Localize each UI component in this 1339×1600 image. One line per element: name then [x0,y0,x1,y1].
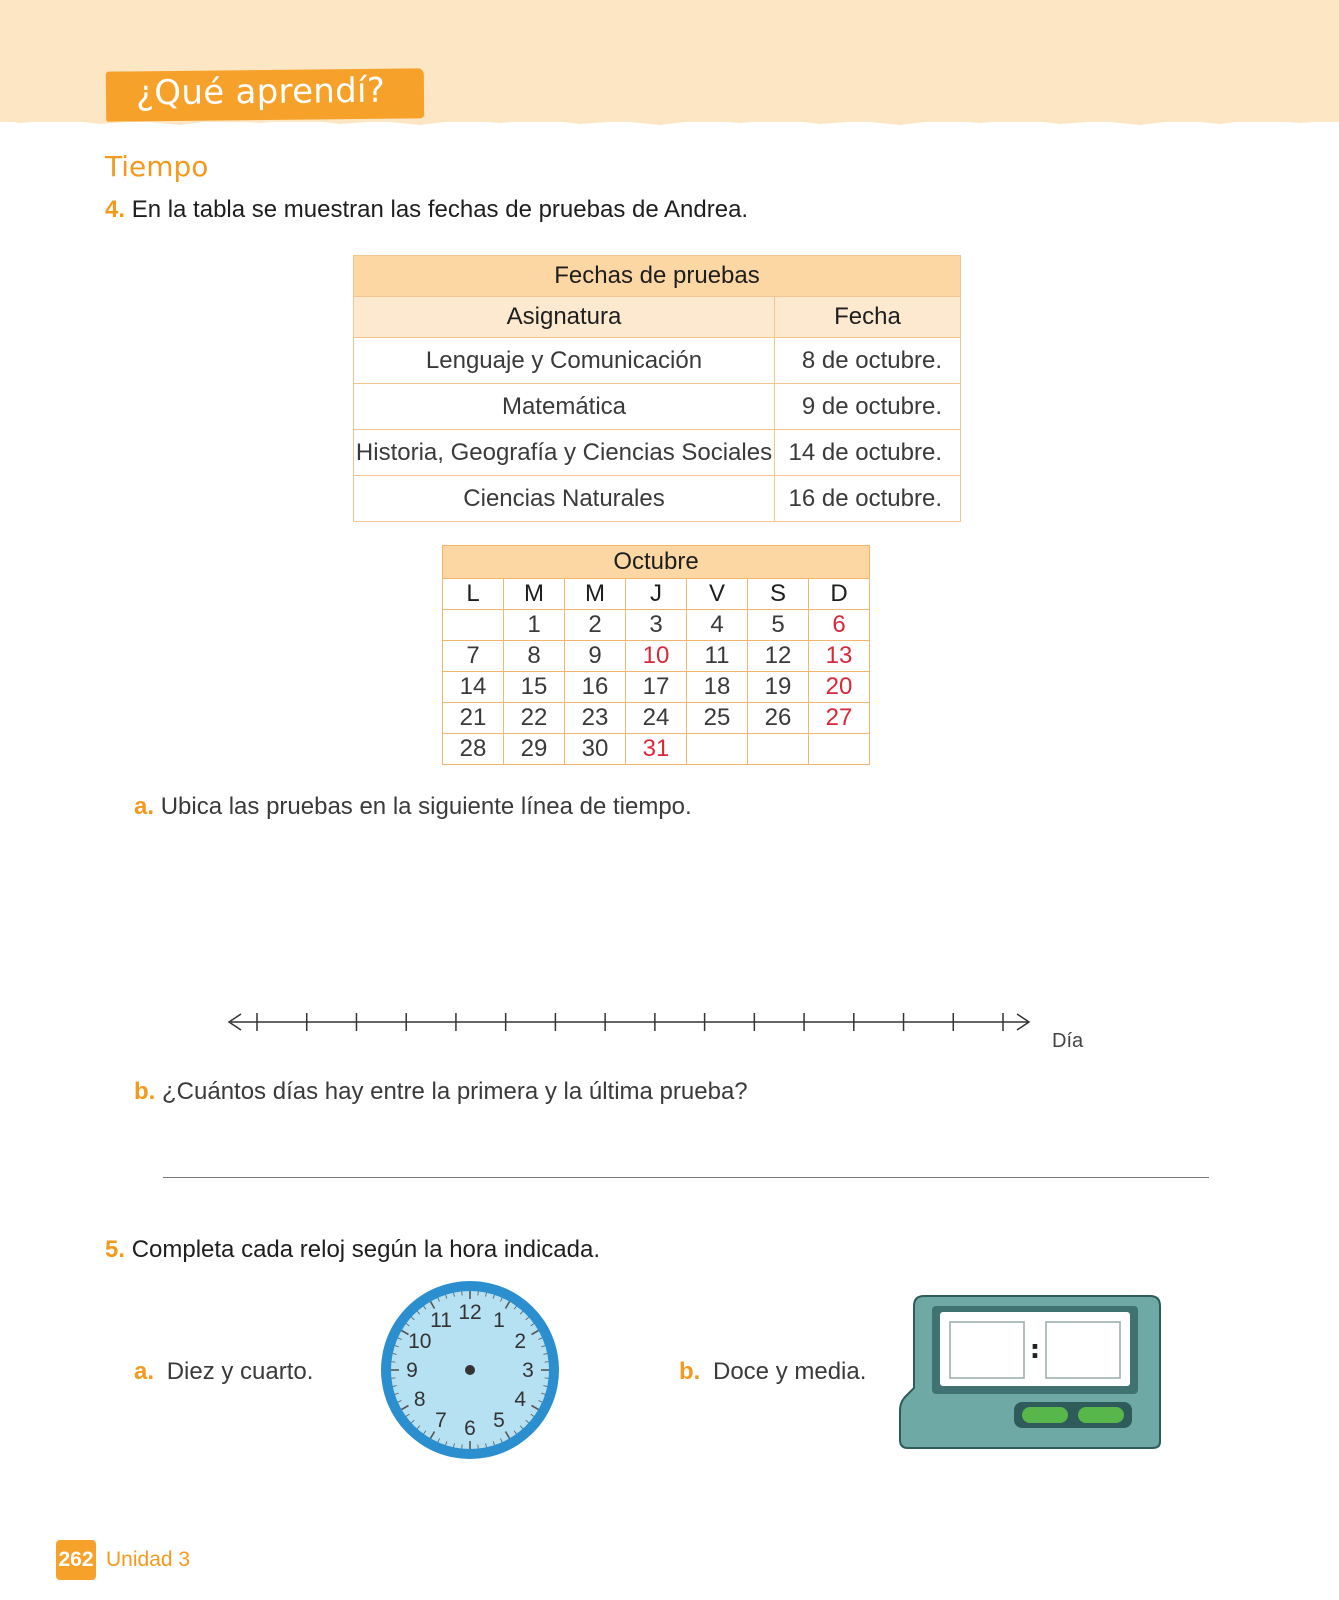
question-5 [105,1236,600,1264]
clock-number: 2 [514,1330,527,1353]
calendar-day: 27 [809,703,870,734]
table-row [354,476,961,522]
unit-label: Unidad 3 [106,1548,191,1571]
timeline[interactable] [225,1010,1035,1034]
clock-number: 12 [458,1301,482,1324]
sub-letter: b. [679,1358,701,1385]
calendar-day: 12 [748,641,809,672]
question-5b [679,1358,866,1386]
clock-number: 5 [493,1409,505,1433]
calendar-day [809,734,870,765]
minutes-box[interactable] [1046,1322,1120,1378]
calendar-day: 10 [626,641,687,672]
time-separator: : [1029,1335,1041,1365]
calendar-week [443,703,870,734]
weekday-header: M [565,579,626,610]
answer-line[interactable] [163,1177,1209,1178]
date-cell: 8 de octubre. [775,338,961,384]
question-number: 5. [105,1236,126,1263]
calendar-day: 8 [504,641,565,672]
calendar-day: 29 [504,734,565,765]
date-cell: 16 de octubre. [775,476,961,522]
calendar-day: 11 [687,641,748,672]
subject-cell: Matemática [354,384,775,430]
subject-cell: Historia, Geografía y Ciencias Sociales [354,430,775,476]
hours-box[interactable] [950,1322,1024,1378]
sub-text: Ubica las pruebas en la siguiente línea de tiempo. [160,793,692,820]
calendar-day: 16 [565,672,626,703]
calendar-day: 30 [565,734,626,765]
calendar-week [443,610,870,641]
calendar-day: 3 [626,610,687,641]
table-row [354,338,961,384]
sub-letter: a. [134,1358,155,1385]
sub-text: Diez y cuarto. [166,1358,314,1385]
sub-letter: b. [134,1078,156,1105]
calendar-day: 14 [443,672,504,703]
question-4a [134,793,692,821]
clock-number: 8 [413,1388,426,1411]
calendar-day: 2 [565,610,626,641]
weekday-header: S [748,579,809,610]
sub-letter: a. [134,793,155,820]
calendar-day: 5 [748,610,809,641]
sub-text: ¿Cuántos días hay entre la primera y la última prueba? [162,1078,748,1105]
table-caption: Fechas de pruebas [354,256,961,297]
page-title: ¿Qué aprendí? [135,70,386,114]
page-number: 262 [56,1540,96,1580]
calendar-day: 26 [748,703,809,734]
calendar-day [748,734,809,765]
weekday-header: D [809,579,870,610]
calendar-week [443,641,870,672]
table-row [354,384,961,430]
calendar-week [443,734,870,765]
date-cell: 9 de octubre. [775,384,961,430]
sub-text: Doce y media. [713,1358,867,1385]
question-5a [134,1358,313,1386]
page-title-tag [106,68,425,121]
calendar-day: 18 [687,672,748,703]
calendar-day: 31 [626,734,687,765]
question-text: Completa cada reloj según la hora indicada. [131,1236,600,1263]
question-number: 4. [105,196,126,223]
calendar-day: 1 [504,610,565,641]
calendar-week [443,672,870,703]
calendar-day: 13 [809,641,870,672]
weekday-header: J [626,579,687,610]
calendar-day: 21 [443,703,504,734]
calendar-day: 25 [687,703,748,734]
calendar-day: 6 [809,610,870,641]
weekday-header: V [687,579,748,610]
calendar-day: 17 [626,672,687,703]
left-button[interactable] [1022,1407,1068,1423]
question-4 [105,196,748,224]
clock-number: 1 [493,1308,505,1332]
clock-number: 7 [435,1409,447,1433]
clock-number: 11 [430,1308,452,1332]
weekday-header: M [504,579,565,610]
date-cell: 14 de octubre. [775,430,961,476]
question-4b [134,1078,748,1106]
clock-number: 9 [406,1359,418,1382]
calendar-day: 7 [443,641,504,672]
column-header-subject: Asignatura [354,297,775,338]
digital-clock [898,1292,1168,1450]
clock-number: 6 [464,1417,476,1440]
calendar-day [443,610,504,641]
october-calendar [442,545,870,765]
subject-cell: Ciencias Naturales [354,476,775,522]
right-button[interactable] [1078,1407,1124,1423]
calendar-day [687,734,748,765]
timeline-axis-label: Día [1052,1030,1084,1052]
question-text: En la tabla se muestran las fechas de pruebas de Andrea. [131,196,749,223]
calendar-day: 23 [565,703,626,734]
clock-number: 4 [514,1388,527,1411]
analog-clock[interactable] [378,1278,562,1462]
calendar-day: 20 [809,672,870,703]
calendar-day: 19 [748,672,809,703]
clock-number: 3 [522,1359,534,1382]
column-header-date: Fecha [775,297,961,338]
calendar-day: 24 [626,703,687,734]
clock-number: 10 [408,1330,432,1353]
calendar-day: 15 [504,672,565,703]
clock-center-icon [465,1365,475,1375]
weekday-header: L [443,579,504,610]
calendar-day: 22 [504,703,565,734]
calendar-day: 4 [687,610,748,641]
calendar-day: 28 [443,734,504,765]
calendar-day: 9 [565,641,626,672]
calendar-month: Octubre [443,546,870,579]
tests-table [353,255,961,522]
subject-cell: Lenguaje y Comunicación [354,338,775,384]
table-row [354,430,961,476]
section-title: Tiempo [105,150,209,183]
